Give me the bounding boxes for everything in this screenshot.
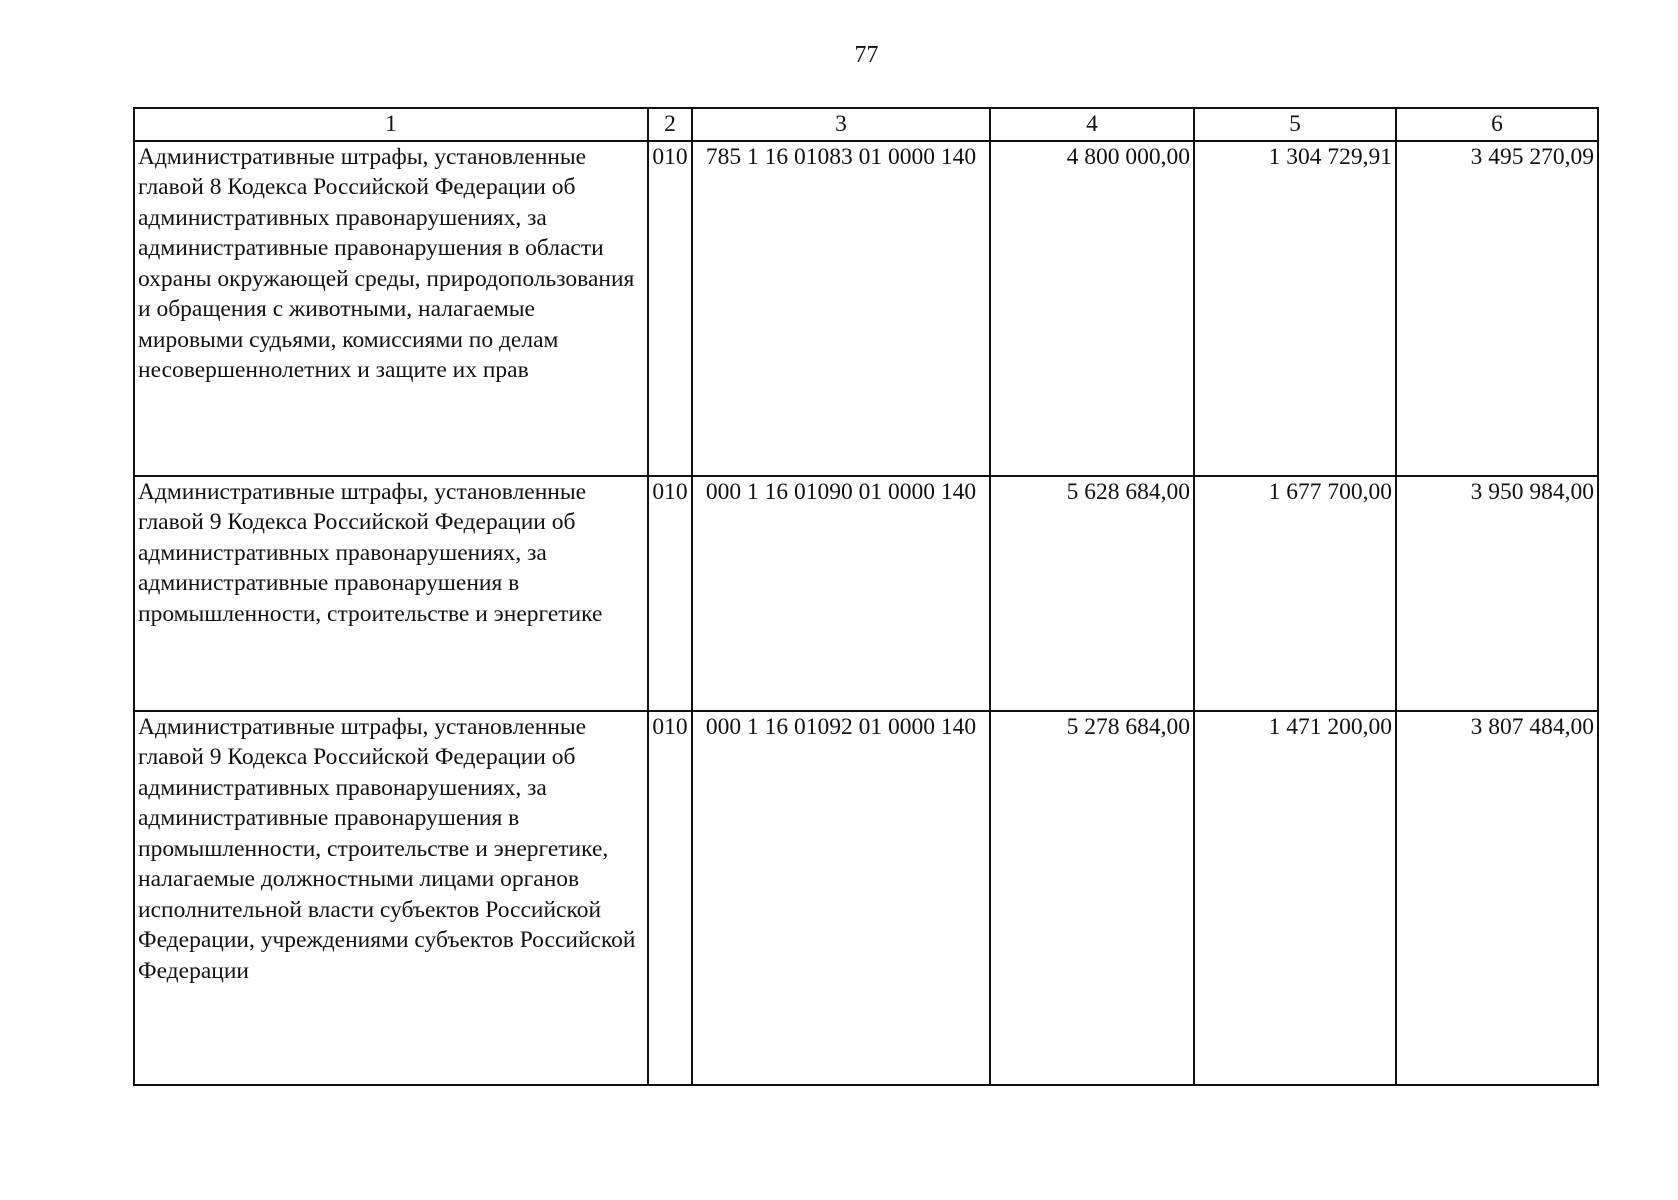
table-row	[134, 711, 1598, 1085]
row-budget-code: 000 1 16 01090 01 0000 140	[692, 476, 990, 711]
row-unexecuted-amount: 3 807 484,00	[1396, 711, 1598, 1085]
row-description: Административные штрафы, установленные главой 8 Кодекса Российской Федерации об административных правонарушениях, за административные правонарушения в области охраны окружающей среды, природопользования и обращения с животными, налагаемые мировыми судьями, комиссиями по делам несовершеннолетних и защите их прав	[134, 141, 648, 476]
row-unexecuted-amount: 3 495 270,09	[1396, 141, 1598, 476]
page-number: 77	[854, 42, 879, 68]
table-row	[134, 141, 1598, 476]
column-header-4: 4	[990, 108, 1194, 141]
row-budget-code: 000 1 16 01092 01 0000 140	[692, 711, 990, 1085]
row-line-code: 010	[648, 711, 692, 1085]
row-line-code: 010	[648, 476, 692, 711]
column-header-1: 1	[134, 108, 648, 141]
table-row	[134, 476, 1598, 711]
row-budget-code: 785 1 16 01083 01 0000 140	[692, 141, 990, 476]
column-header-6: 6	[1396, 108, 1598, 141]
header-row	[134, 108, 1598, 141]
row-executed-amount: 1 304 729,91	[1194, 141, 1396, 476]
column-header-5: 5	[1194, 108, 1396, 141]
row-description: Административные штрафы, установленные главой 9 Кодекса Российской Федерации об административных правонарушениях, за административные правонарушения в промышленности, строительстве и энергетике, налагаемые должностными лицами органов исполнительной власти субъектов Российской Федерации, учреждениями субъектов Российской Федерации	[134, 711, 648, 1085]
row-description: Административные штрафы, установленные главой 9 Кодекса Российской Федерации об административных правонарушениях, за административные правонарушения в промышленности, строительстве и энергетике	[134, 476, 648, 711]
row-approved-amount: 4 800 000,00	[990, 141, 1194, 476]
column-header-3: 3	[692, 108, 990, 141]
row-executed-amount: 1 677 700,00	[1194, 476, 1396, 711]
row-approved-amount: 5 278 684,00	[990, 711, 1194, 1085]
row-approved-amount: 5 628 684,00	[990, 476, 1194, 711]
fines-table	[133, 107, 1599, 1086]
row-unexecuted-amount: 3 950 984,00	[1396, 476, 1598, 711]
row-executed-amount: 1 471 200,00	[1194, 711, 1396, 1085]
column-header-2: 2	[648, 108, 692, 141]
row-line-code: 010	[648, 141, 692, 476]
